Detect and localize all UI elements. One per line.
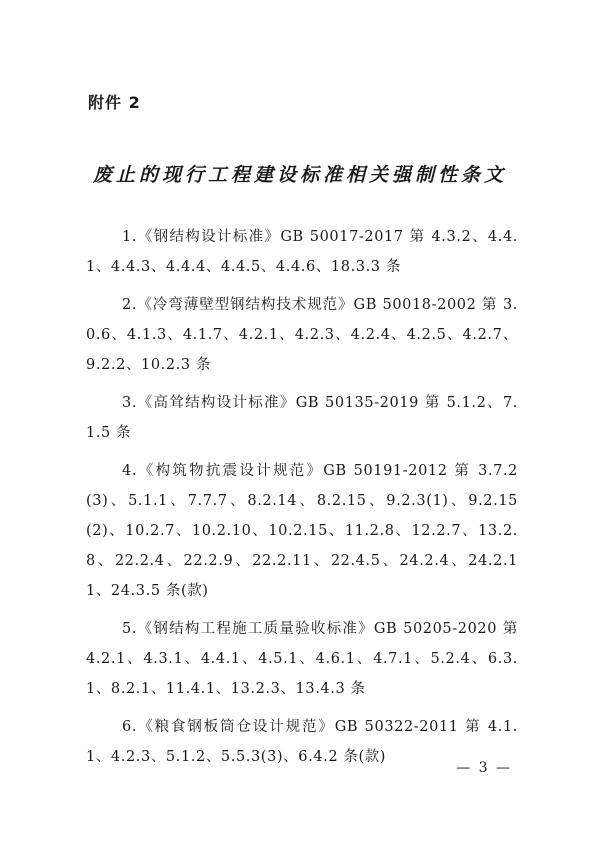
provision-item: 3.《高耸结构设计标准》GB 50135-2019 第 5.1.2、7.1.5 条 [86, 395, 518, 441]
attachment-label: 附件 2 [88, 93, 141, 112]
provision-item: 6.《粮食钢板筒仓设计规范》GB 50322-2011 第 4.1.1、4.2.3、5.1.2、5.5.3(3)、6.4.2 条(款) [86, 719, 518, 765]
document-title: 废止的现行工程建设标准相关强制性条文 [92, 164, 507, 186]
provision-list [86, 222, 518, 780]
page-number: — 3 — [456, 760, 512, 776]
provision-item: 1.《钢结构设计标准》GB 50017-2017 第 4.3.2、4.4.1、4.4.3、4.4.4、4.4.5、4.4.6、18.3.3 条 [86, 229, 518, 275]
provision-item: 4.《构筑物抗震设计规范》GB 50191-2012 第 3.7.2(3)、5.1.1、7.7.7、8.2.14、8.2.15、9.2.3(1)、9.2.15(2)、10.2.7、10.2.10、10.2.15、11.2.8、12.2.7、13.2.8、22.2.4、22.2.9、22.2.11、22.4.5、24.2.4、24.2.11、24.3.5 条(款) [86, 463, 518, 599]
provision-item: 2.《冷弯薄壁型钢结构技术规范》GB 50018-2002 第 3.0.6、4.1.3、4.1.7、4.2.1、4.2.3、4.2.4、4.2.5、4.2.7、9.2.2、10.2.3 条 [86, 297, 518, 373]
provision-item: 5.《钢结构工程施工质量验收标准》GB 50205-2020 第 4.2.1、4.3.1、4.4.1、4.5.1、4.6.1、4.7.1、5.2.4、6.3.1、8.2.1、11.4.1、13.2.3、13.4.3 条 [86, 621, 518, 697]
